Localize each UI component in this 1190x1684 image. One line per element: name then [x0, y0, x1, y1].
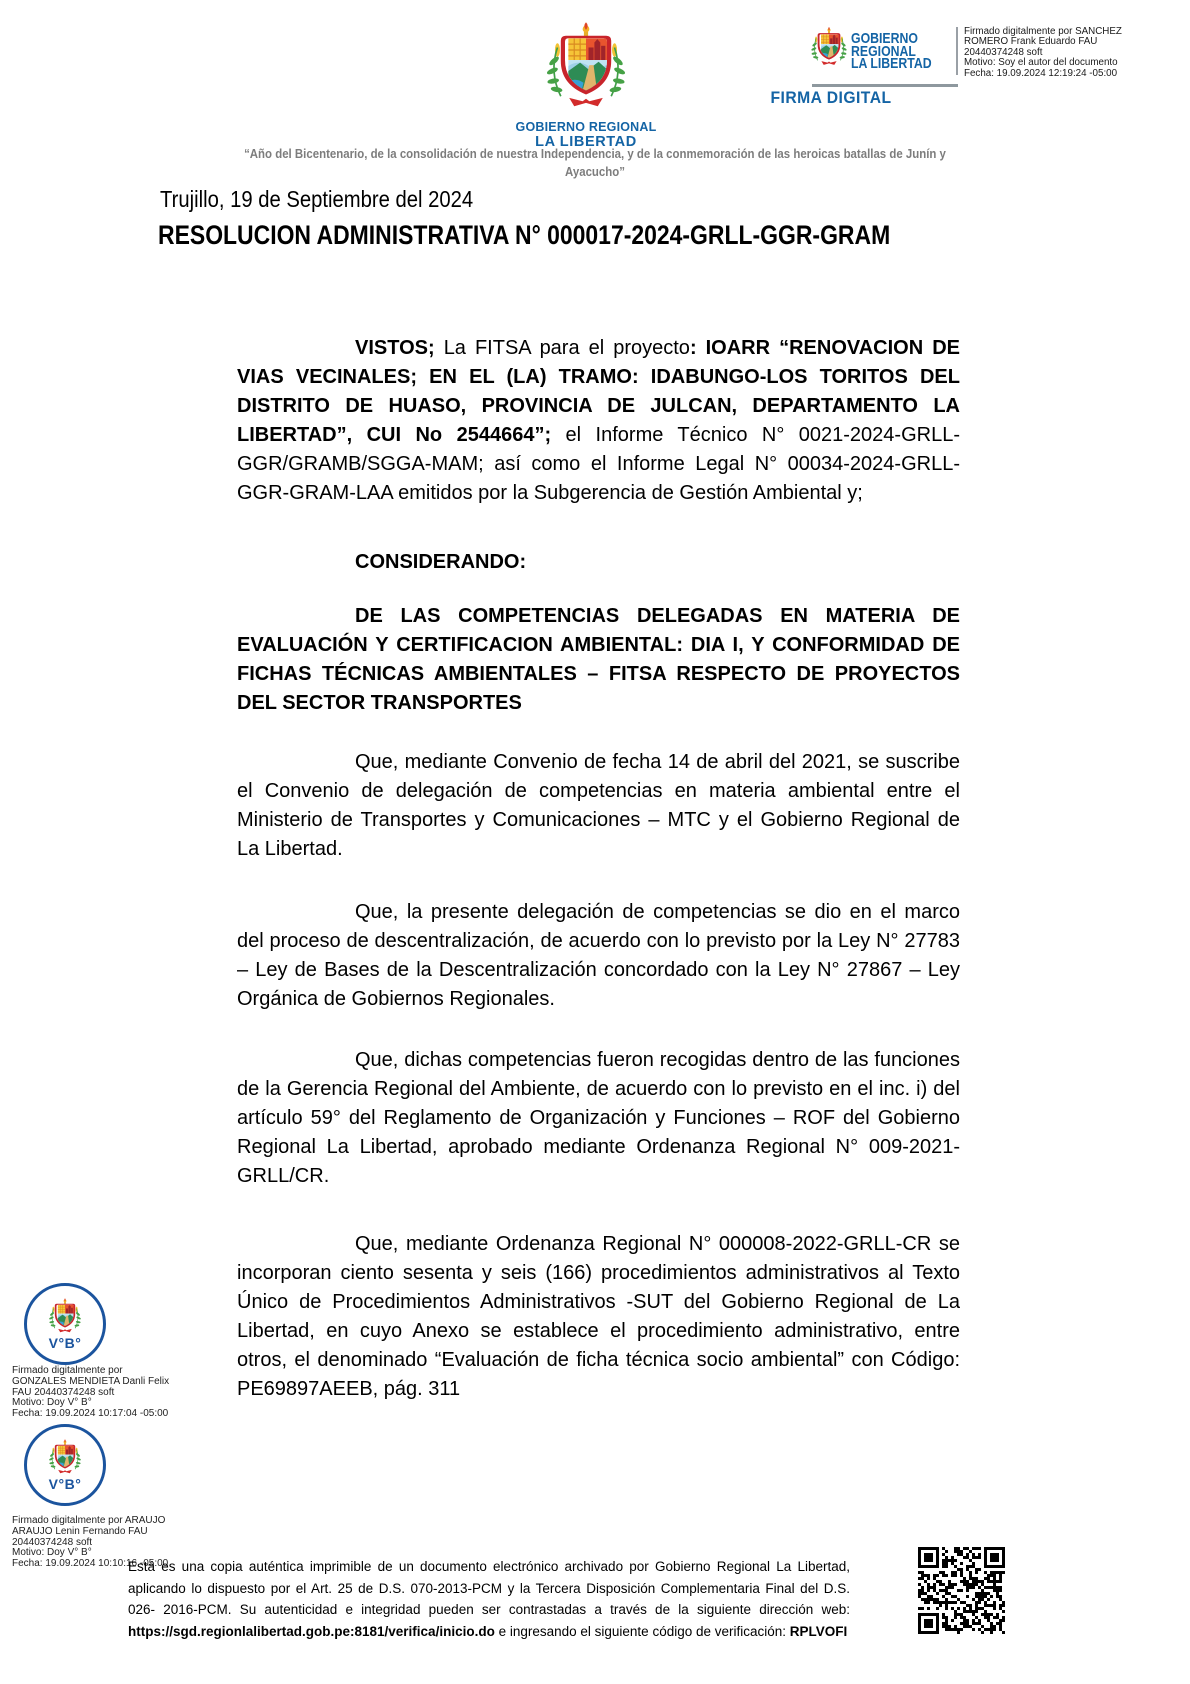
signature-line: Motivo: Doy V° B°	[12, 1397, 92, 1409]
signature-line: Fecha: 19.09.2024 12:19:24 -05:00	[964, 67, 1118, 79]
center-logo-org-line1: GOBIERNO REGIONAL	[515, 120, 657, 134]
badge-org-line1: GOBIERNO	[851, 30, 918, 47]
footer-text: e ingresando el siguiente código de verificación:	[494, 1623, 790, 1639]
verification-url: https://sgd.regionlalibertad.gob.pe:8181/verifica/inicio.do	[128, 1623, 495, 1639]
paragraph-rof: Que, dichas competencias fueron recogidas dentro de las funciones de la Gerencia Regional del Ambiente, de acuerdo con lo previsto en el inc. i) del artículo 59° del Reglamento de Organización y Funciones – ROF del Gobierno Regional La Libertad, aprobado mediante Ordenanza Regional N° 009-2021-GRLL/CR.	[237, 1049, 960, 1187]
vobo-stamp-2	[24, 1424, 106, 1506]
vobo-stamp-1	[24, 1283, 106, 1365]
vobo-label: V°B°	[48, 1475, 82, 1492]
paragraph-convenio: Que, mediante Convenio de fecha 14 de abril del 2021, se suscribe el Convenio de delegación de competencias en materia ambiental entre el Ministerio de Transportes y Comunicaciones – MTC y el Gobierno Regional de La Libertad.	[237, 751, 960, 860]
signature-line: Motivo: Soy el autor del documento	[964, 57, 1118, 69]
considerando-heading: CONSIDERANDO:	[355, 551, 527, 573]
badge-coat-of-arms-icon	[810, 27, 848, 71]
footer-text: Está es una copia auténtica imprimible de un documento electrónico archivado por Gobierno Regional La Libertad, aplicando lo dispuesto por el Art. 25 de D.S. 070-2013-PCM y la Tercera Disposición Complementaria Final del D.S. 026- 2016-PCM. Su autenticidad e integridad pueden ser contrastadas a través de la siguiente dirección web:	[128, 1559, 850, 1617]
signature-line: FAU 20440374248 soft	[12, 1386, 115, 1398]
center-logo-org-line2: LA LIBERTAD	[535, 134, 637, 150]
author-signature-block	[964, 27, 1174, 79]
vobo-label: V°B°	[48, 1334, 82, 1351]
coat-of-arms-icon	[544, 22, 628, 120]
stamp-coat-of-arms-icon	[48, 1439, 82, 1479]
authenticity-footer	[128, 1556, 850, 1642]
badge-divider	[956, 27, 958, 75]
project-name-bold: : IOARR “RENOVACION DE VIAS VECINALES; EN EL (LA) TRAMO: IDABUNGO-LOS TORITOS DEL DISTRITO DE HUASO, PROVINCIA DE JULCAN, DEPARTAMENTO LA LIBERTAD”, CUI No 2544664”;	[237, 337, 960, 446]
firma-digital-label: FIRMA DIGITAL	[770, 89, 892, 107]
signature-line: Motivo: Doy V° B°	[12, 1547, 92, 1559]
signature-line: Fecha: 19.09.2024 10:10:16 -05:00	[12, 1558, 169, 1570]
vobo-signature-block-1	[12, 1366, 207, 1420]
place-date-line: Trujillo, 19 de Septiembre del 2024	[160, 186, 474, 212]
resolution-title: RESOLUCION ADMINISTRATIVA N° 000017-2024-GRLL-GGR-GRAM	[158, 220, 891, 250]
badge-org-name	[851, 30, 958, 72]
badge-org-line2: REGIONAL	[851, 42, 916, 60]
signature-line: ARAUJO Lenin Fernando FAU	[12, 1525, 148, 1537]
vistos-label: VISTOS;	[355, 337, 435, 359]
verification-code: RPLVOFI	[789, 1623, 848, 1639]
signature-line: Fecha: 19.09.2024 10:17:04 -05:00	[12, 1408, 169, 1420]
stamp-coat-of-arms-icon	[48, 1298, 82, 1338]
badge-org-line3: LA LIBERTAD	[851, 55, 932, 72]
signature-line: 20440374248 soft	[964, 46, 1043, 58]
badge-rule	[812, 84, 958, 87]
year-motto-line2: Ayacucho”	[565, 164, 625, 179]
signature-line: GONZALES MENDIETA Danli Felix	[12, 1375, 170, 1387]
signature-line: Firmado digitalmente por SANCHEZ	[964, 26, 1122, 37]
delegated-competencies-heading: DE LAS COMPETENCIAS DELEGADAS EN MATERIA DE EVALUACIÓN Y CERTIFICACION AMBIENTAL: DIA I, Y CONFORMIDAD DE FICHAS TÉCNICAS AMBIENTALES – FITSA RESPECTO DE PROYECTOS DEL SECTOR TRANSPORTES	[237, 605, 960, 714]
qr-code	[918, 1547, 1005, 1634]
vistos-text: La FITSA para el proyecto	[434, 337, 690, 359]
signature-line: ROMERO Frank Eduardo FAU	[964, 36, 1098, 48]
vistos-text: el Informe Técnico N° 0021-2024-GRLL-GGR/GRAMB/SGGA-MAM; así como el Informe Legal N° 00034-2024-GRLL-GGR-GRAM-LAA emitidos por la Subgerencia de Gestión Ambiental y;	[237, 424, 960, 504]
paragraph-descentralizacion: Que, la presente delegación de competencias se dio en el marco del proceso de descentralización, de acuerdo con lo previsto por la Ley N° 27783 – Ley de Bases de la Descentralización concordado con la Ley N° 27867 – Ley Orgánica de Gobiernos Regionales.	[237, 901, 960, 1010]
paragraph-tupa: Que, mediante Ordenanza Regional N° 000008-2022-GRLL-CR se incorporan ciento sesenta y seis (166) procedimientos administrativos al Texto Único de Procedimientos Administrativos -SUT del Gobierno Regional de La Libertad, en cuyo Anexo se establece el procedimiento administrativo, entre otros, el denominado “Evaluación de ficha técnica socio ambiental” con Código: PE69897AEEB, pág. 311	[237, 1233, 960, 1400]
signature-line: Firmado digitalmente por ARAUJO	[12, 1515, 166, 1526]
vistos-paragraph	[237, 334, 960, 508]
signature-line: Firmado digitalmente por	[12, 1365, 123, 1376]
year-motto-line1: “Año del Bicentenario, de la consolidación de nuestra Independencia, y de la conmemoración de las heroicas batallas de Junín y	[244, 146, 946, 161]
signature-line: 20440374248 soft	[12, 1536, 93, 1548]
